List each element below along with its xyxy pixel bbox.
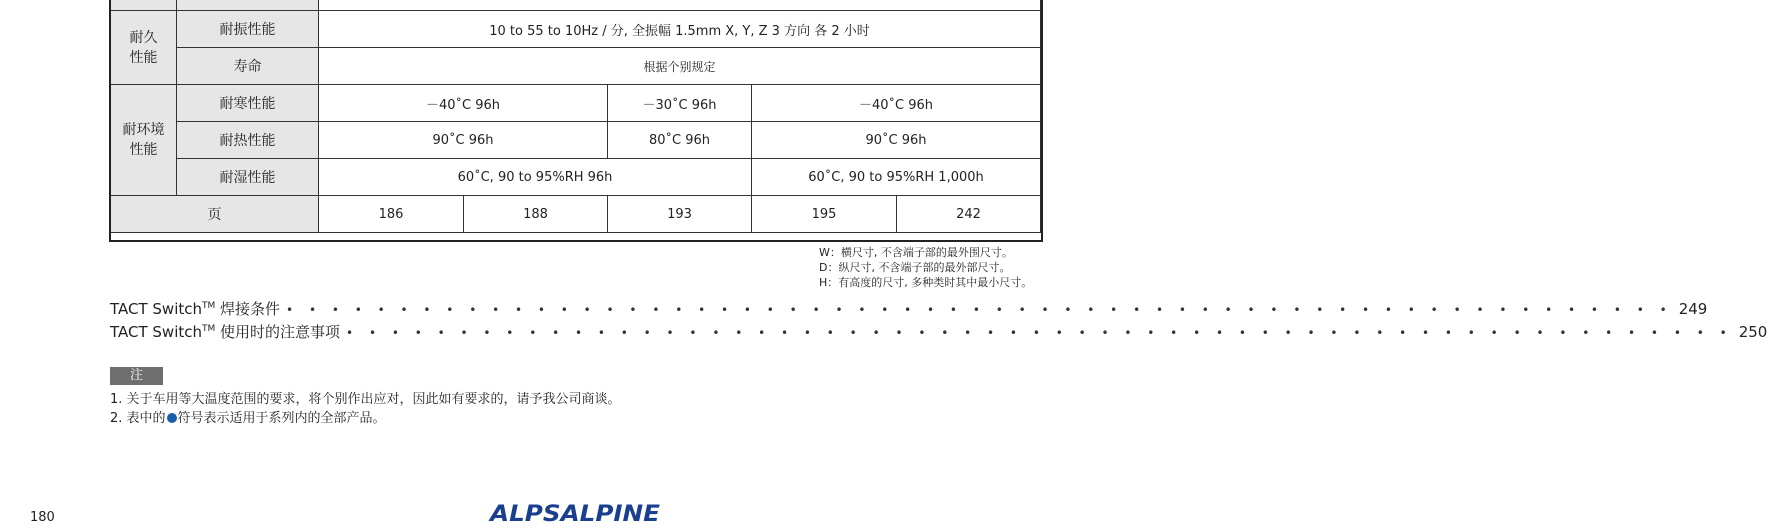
page-ref-link[interactable]: 186 xyxy=(319,196,464,233)
alpsalpine-logo xyxy=(487,500,660,527)
svg-text:ALPSALPINE: ALPSALPINE xyxy=(487,502,660,527)
vibration-label: 耐振性能 xyxy=(177,11,319,48)
heat-label: 耐热性能 xyxy=(177,122,319,159)
durability-category: 耐久 性能 xyxy=(111,11,177,85)
notes-list xyxy=(110,390,621,428)
page-ref-link[interactable]: 242 xyxy=(897,196,1041,233)
humidity-value: 60˚C, 90 to 95%RH 96h xyxy=(319,159,752,196)
page-ref-link[interactable]: 193 xyxy=(608,196,752,233)
top-cut-cell xyxy=(177,0,319,11)
top-cut-cell xyxy=(111,0,177,11)
reference-precautions[interactable] xyxy=(110,321,1767,342)
note-item: 1. 关于车用等大温度范围的要求，将个别作出应对，因此如有要求的，请予我公司商谈。 xyxy=(110,392,621,407)
cold-label: 耐寒性能 xyxy=(177,85,319,122)
leader-dots: • • • • • • • • • • • • • • • • • • • • • • • • • • • • • • • • • • • • • • • • • • • • • • • • • • • • • • • • • • • • • xyxy=(286,303,1673,317)
page-ref-link[interactable]: 195 xyxy=(752,196,897,233)
footnote-w: W：横尺寸, 不含端子部的最外围尺寸。 xyxy=(819,246,1013,259)
vibration-value: 10 to 55 to 10Hz / 分, 全振幅 1.5mm X, Y, Z 3 方向 各 2 小时 xyxy=(319,11,1041,48)
reference-page: 249 xyxy=(1678,300,1708,318)
leader-dots: • • • • • • • • • • • • • • • • • • • • • • • • • • • • • • • • • • • • • • • • • • • • • • • • • • • • • • • • • • • • • xyxy=(346,326,1733,340)
note-item: 2. 表中的 符号表示适用于系列内的全部产品。 xyxy=(110,411,386,426)
page-ref-link[interactable]: 188 xyxy=(464,196,608,233)
cold-value: －40˚C 96h xyxy=(319,85,608,122)
footnote-h: H：有高度的尺寸, 多种类时其中最小尺寸。 xyxy=(819,276,1033,289)
humidity-value: 60˚C, 90 to 95%RH 1,000h xyxy=(752,159,1041,196)
heat-value: 80˚C 96h xyxy=(608,122,752,159)
top-cut-cell xyxy=(319,0,1041,11)
page-label: 页 xyxy=(111,196,319,233)
reference-page: 250 xyxy=(1738,323,1767,341)
heat-value: 90˚C 96h xyxy=(319,122,608,159)
spec-table xyxy=(110,0,1041,233)
cold-value: －40˚C 96h xyxy=(752,85,1041,122)
page-number: 180 xyxy=(30,510,55,525)
life-value: 根据个别规定 xyxy=(319,48,1041,85)
notes-badge: 注 xyxy=(110,367,163,385)
reference-soldering[interactable] xyxy=(110,298,1708,319)
footnote-d: D：纵尺寸, 不含端子部的最外部尺寸。 xyxy=(819,261,1011,274)
life-label: 寿命 xyxy=(177,48,319,85)
environment-category: 耐环境 性能 xyxy=(111,85,177,196)
reference-title: TACT Switch™ 焊接条件 xyxy=(110,300,281,318)
heat-value: 90˚C 96h xyxy=(752,122,1041,159)
humidity-label: 耐湿性能 xyxy=(177,159,319,196)
reference-title: TACT Switch™ 使用时的注意事项 xyxy=(110,323,341,341)
cold-value: －30˚C 96h xyxy=(608,85,752,122)
bullet-dot-icon xyxy=(167,413,177,423)
dimension-footnotes xyxy=(819,245,1032,290)
